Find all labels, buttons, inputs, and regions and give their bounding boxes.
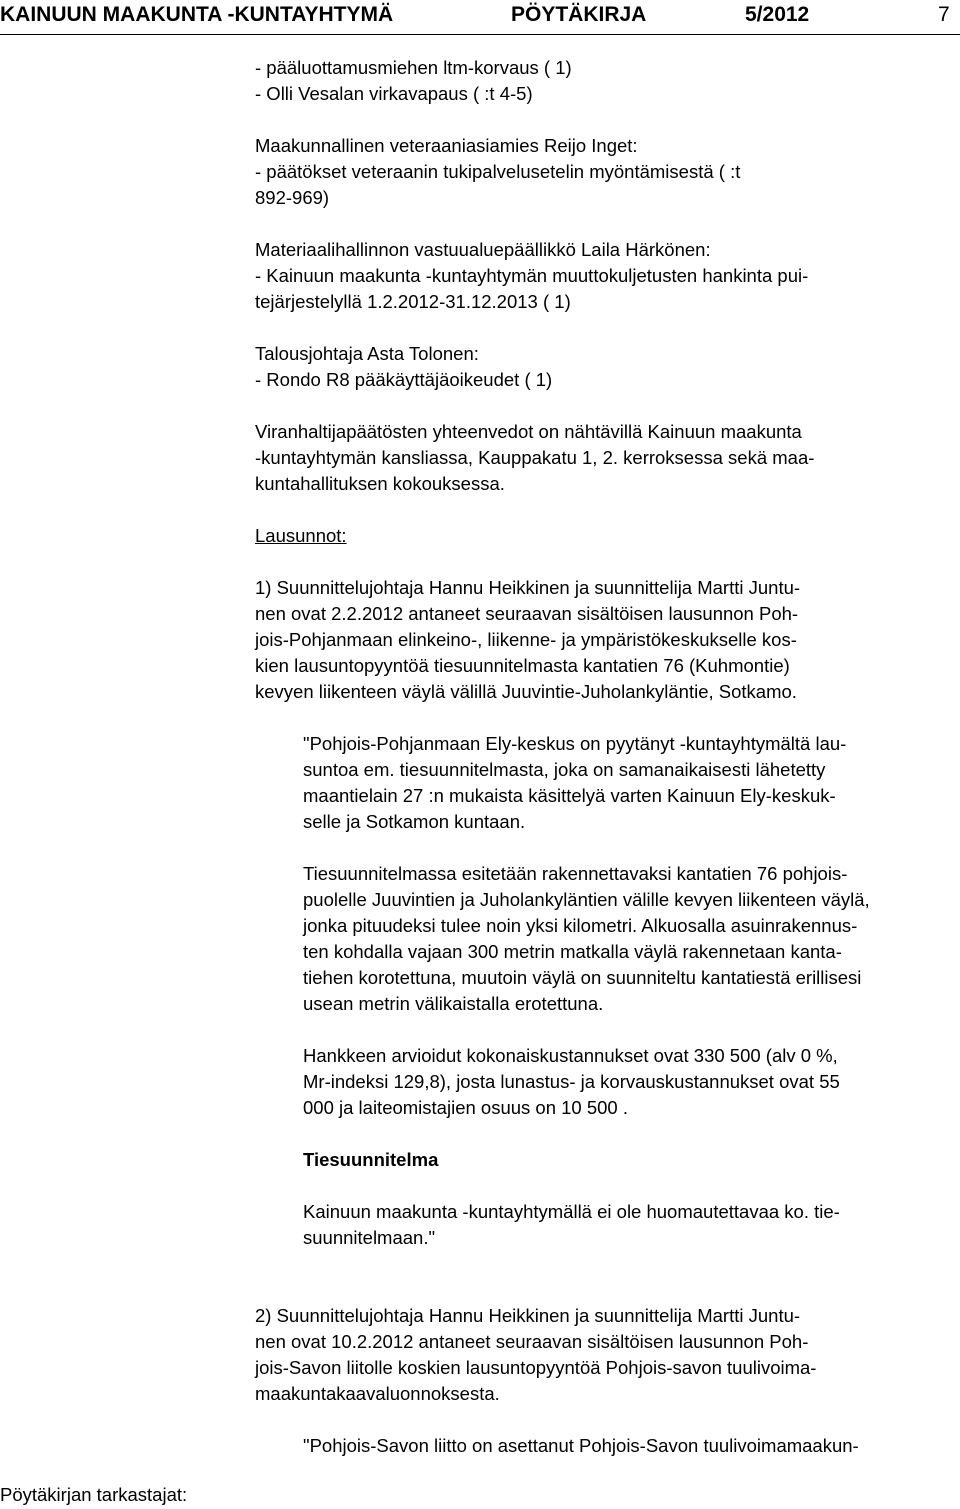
text-line: - päätökset veteraanin tukipalvelusetelin myöntämisestä ( :t (255, 161, 741, 182)
text-line: 000 ja laiteomistajien osuus on 10 500 . (303, 1097, 628, 1118)
text-line: jonka pituudeksi tulee noin yksi kilometri. Alkuosalla asuinrakennus- (303, 915, 858, 936)
text-line: kien lausuntopyyntöä tiesuunnitelmasta kantatien 76 (Kuhmontie) (255, 655, 790, 676)
paragraph-statement-2 (255, 1303, 957, 1407)
text-line: ten kohdalla vajaan 300 metrin matkalla väylä rakennetaan kanta- (303, 941, 842, 962)
quote-paragraph (303, 1199, 957, 1251)
text-line: Viranhaltijapäätösten yhteenvedot on nähtävillä Kainuun maakunta (255, 421, 802, 442)
quote-heading (303, 1147, 957, 1173)
text-line: usean metrin välikaistalla erotettuna. (303, 993, 604, 1014)
text-line: 1) Suunnittelujohtaja Hannu Heikkinen ja suunnittelija Martti Juntu- (255, 577, 801, 598)
quoted-statement-1 (303, 731, 957, 1251)
text-line: tejärjestelyllä 1.2.2012-31.12.2013 ( 1) (255, 291, 571, 312)
text-line: puolelle Juuvintien ja Juholankyläntien välille kevyen liikenteen väylä, (303, 889, 870, 910)
section-heading: Lausunnot: (255, 525, 347, 546)
text-line: "Pohjois-Savon liitto on asettanut Pohjois-Savon tuulivoimamaakun- (303, 1435, 859, 1456)
text-line: 2) Suunnittelujohtaja Hannu Heikkinen ja suunnittelija Martti Juntu- (255, 1305, 801, 1326)
text-line: - Rondo R8 pääkäyttäjäoikeudet ( 1) (255, 369, 553, 390)
text-line: kevyen liikenteen väylä välillä Juuvintie-Juholankyläntie, Sotkamo. (255, 681, 797, 702)
organization-name: KAINUUN MAAKUNTA -KUNTAYHTYMÄ (0, 3, 394, 26)
quote-paragraph (303, 861, 957, 1017)
header-divider (0, 34, 960, 35)
text-line: tiehen korotettuna, muutoin väylä on suunniteltu kantatiestä erillisesi (303, 967, 862, 988)
reviewers-label: Pöytäkirjan tarkastajat: (0, 1484, 188, 1505)
quote-paragraph (303, 1043, 957, 1121)
text-line: Mr-indeksi 129,8), josta lunastus- ja korvauskustannukset ovat 55 (303, 1071, 840, 1092)
text-line: jois-Pohjanmaan elinkeino-, liikenne- ja ympäristökeskukselle kos- (255, 629, 797, 650)
text-line: - pääluottamusmiehen ltm-korvaus ( 1) (255, 57, 572, 78)
text-line: Maakunnallinen veteraaniasiamies Reijo Inget: (255, 135, 638, 156)
text-line: maantielain 27 :n mukaista käsittelyä varten Kainuun Ely-keskuk- (303, 785, 836, 806)
text-line: jois-Savon liitolle koskien lausuntopyyntöä Pohjois-savon tuulivoima- (255, 1357, 817, 1378)
quote-paragraph (303, 1433, 957, 1459)
text-line: kuntahallituksen kokouksessa. (255, 473, 505, 494)
quote-paragraph (303, 731, 957, 835)
text-line: selle ja Sotkamon kuntaan. (303, 811, 526, 832)
paragraph-statement-1 (255, 575, 957, 705)
text-line: suntoa em. tiesuunnitelmasta, joka on samanaikaisesti lähetetty (303, 759, 826, 780)
page-footer (0, 1482, 187, 1508)
text-line: -kuntayhtymän kansliassa, Kauppakatu 1, 2. kerroksessa sekä maa- (255, 447, 815, 468)
text-line: nen ovat 2.2.2012 antaneet seuraavan sisältöisen lausunnon Poh- (255, 603, 799, 624)
paragraph-decisions-list (255, 55, 957, 107)
text-line: Hankkeen arvioidut kokonaiskustannukset ovat 330 500 (alv 0 %, (303, 1045, 838, 1066)
text-line: maakuntakaavaluonnoksesta. (255, 1383, 500, 1404)
paragraph-veteran-officer (255, 133, 957, 211)
text-line: 892-969) (255, 187, 330, 208)
text-line: Materiaalihallinnon vastuualuepäällikkö Laila Härkönen: (255, 239, 711, 260)
text-line: Kainuun maakunta -kuntayhtymällä ei ole huomautettavaa ko. tie- (303, 1201, 840, 1222)
page-header (0, 0, 960, 34)
quoted-statement-2 (303, 1433, 957, 1459)
text-line: "Pohjois-Pohjanmaan Ely-keskus on pyytänyt -kuntayhtymältä lau- (303, 733, 847, 754)
document-type: PÖYTÄKIRJA (511, 3, 647, 26)
document-number: 5/2012 (745, 3, 810, 26)
subheading: Tiesuunnitelma (303, 1149, 439, 1170)
text-line: nen ovat 10.2.2012 antaneet seuraavan sisältöisen lausunnon Poh- (255, 1331, 809, 1352)
text-line: - Olli Vesalan virkavapaus ( :t 4-5) (255, 83, 533, 104)
page-number: 7 (938, 3, 950, 26)
paragraph-finance-director (255, 341, 957, 393)
text-line: - Kainuun maakunta -kuntayhtymän muuttokuljetusten hankinta pui- (255, 265, 809, 286)
text-line: Talousjohtaja Asta Tolonen: (255, 343, 479, 364)
section-heading-statements (255, 523, 957, 549)
text-line: suunnitelmaan." (303, 1227, 436, 1248)
document-body (255, 55, 957, 1459)
paragraph-summaries-available (255, 419, 957, 497)
paragraph-materials-manager (255, 237, 957, 315)
text-line: Tiesuunnitelmassa esitetään rakennettavaksi kantatien 76 pohjois- (303, 863, 848, 884)
